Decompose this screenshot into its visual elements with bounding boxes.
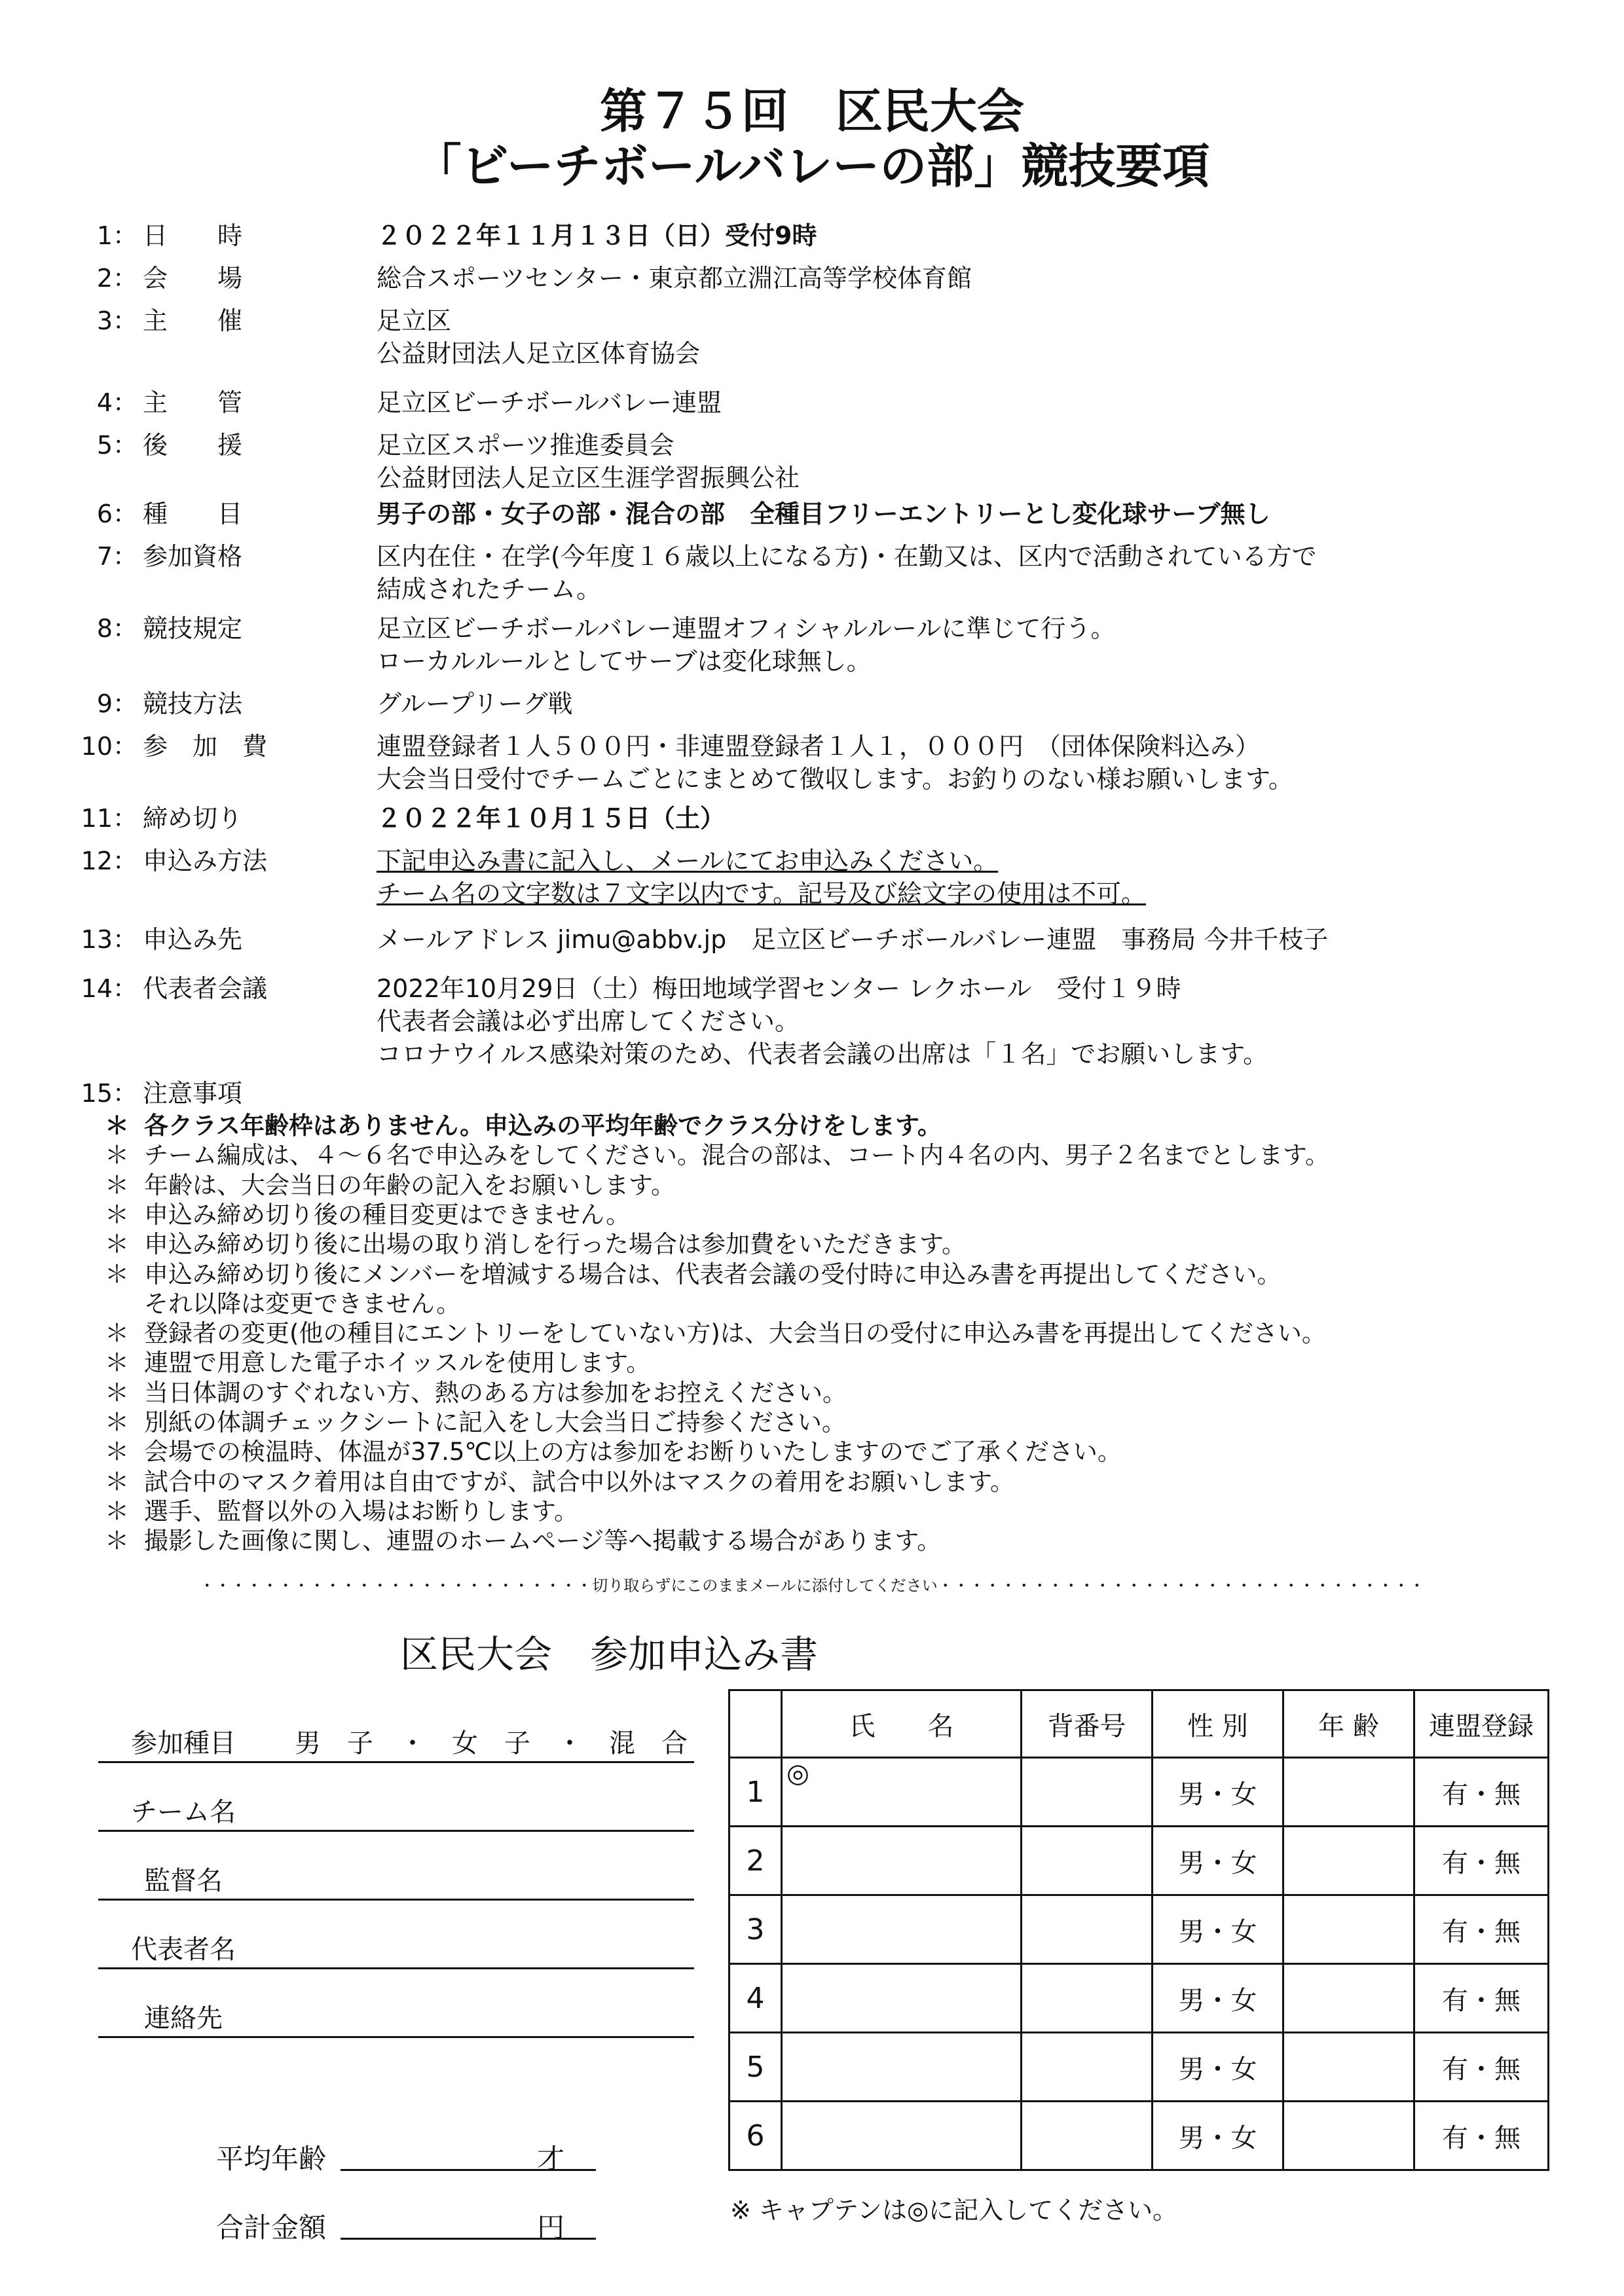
header-no [729,1690,782,1758]
contact-field[interactable] [98,1997,694,2038]
item-number: 14： [81,974,138,1003]
note-item [105,1111,942,1140]
total-field[interactable] [216,2206,565,2246]
note-item [105,1319,1326,1348]
name-cell[interactable]: ◎ [782,1758,1022,1827]
item-value: 区内在住・在学(今年度１６歳以上になる方)・在勤又は、区内で活動されている方で [377,542,1317,571]
note-item [105,1408,846,1437]
note-marker: ＊ [105,1438,129,1467]
note-marker: ＊ [105,1200,129,1229]
registration-select[interactable]: 有・無 [1414,1895,1549,1964]
note-marker: ＊ [105,1408,129,1436]
avg-age-label: 平均年齢 [216,2143,327,2175]
item-number: 8： [96,614,138,643]
item-number: 7： [96,542,138,571]
note-text: 申込み締め切り後の種目変更はできません。 [144,1200,631,1229]
item-label: 会 場 [143,264,243,293]
row-number: 1 [729,1758,782,1827]
note-text: 別紙の体調チェックシートに記入をし大会当日ご持参ください。 [144,1408,846,1436]
item-value: 足立区ビーチボールバレー連盟 [377,388,722,417]
event-field[interactable] [98,1722,694,1763]
table-row [729,1895,1549,1964]
item-value: 足立区 [377,306,452,335]
item-number: 6： [96,500,138,528]
coach-label: 監督名 [144,1866,223,1896]
item-label: 参 加 費 [143,732,268,761]
item-value: 公益財団法人足立区体育協会 [377,339,701,368]
gender-select[interactable]: 男・女 [1153,2033,1283,2102]
member-table-header [729,1690,1549,1758]
note-item [105,1140,1329,1170]
item-label: 主 催 [143,306,243,335]
gender-select[interactable]: 男・女 [1153,2102,1283,2170]
registration-select[interactable]: 有・無 [1414,2033,1549,2102]
note-item [105,1348,650,1377]
item-label: 締め切り [143,804,243,833]
row-number: 4 [729,1964,782,2033]
item-value: コロナウイルス感染対策のため、代表者会議の出席は「１名」でお願いします。 [377,1040,1268,1068]
item-value: 下記申込み書に記入し、メールにてお申込みください。 [377,847,999,875]
note-text: 各クラス年齢枠はありません。申込みの平均年齢でクラス分けをします。 [144,1112,942,1140]
item-value: 男子の部・女子の部・混合の部 全種目フリーエントリーとし変化球サーブ無し [377,500,1270,528]
item-value: 結成されたチーム。 [377,575,602,604]
gender-select[interactable]: 男・女 [1153,1895,1283,1964]
item-label: 競技方法 [143,689,243,718]
item-number: 15： [81,1079,138,1108]
registration-select[interactable]: 有・無 [1414,1964,1549,2033]
item-value: 代表者会議は必ず出席してください。 [377,1007,800,1036]
age-cell[interactable] [1283,2102,1414,2170]
note-marker: ＊ [105,1260,129,1288]
item-value: ローカルルールとしてサーブは変化球無し。 [377,647,872,676]
header-gender: 性 別 [1153,1690,1283,1758]
page-subtitle: 「ビーチボールバレーの部」競技要項 [414,139,1210,194]
gender-select[interactable]: 男・女 [1153,1758,1283,1827]
note-item [105,1467,1014,1497]
gender-select[interactable]: 男・女 [1153,1827,1283,1895]
name-cell[interactable] [782,1827,1022,1895]
note-marker: ＊ [105,1112,129,1140]
header-age: 年 齢 [1283,1690,1414,1758]
rep-label: 代表者名 [131,1935,236,1965]
item-label: 後 援 [143,431,243,460]
header-name: 氏 名 [782,1690,1022,1758]
note-text: 連盟で用意した電子ホイッスルを使用します。 [144,1349,651,1377]
item-value: 公益財団法人足立区生涯学習振興公社 [377,464,800,492]
age-cell[interactable] [1283,1758,1414,1827]
table-row [729,1758,1549,1827]
item-number: 5： [96,431,138,460]
table-row [729,2033,1549,2102]
note-marker: ＊ [105,1319,129,1348]
row-number: 6 [729,2102,782,2170]
note-marker: ＊ [105,1467,129,1496]
item-label: 日 時 [143,221,243,250]
item-value: ２０２２年１１月１３日（日）受付9時 [377,221,817,250]
item-value: 足立区ビーチボールバレー連盟オフィシャルルールに準じて行う。 [377,614,1116,643]
item-label: 主 管 [143,388,243,417]
age-cell[interactable] [1283,2033,1414,2102]
note-text: 申込み締め切り後にメンバーを増減する場合は、代表者会議の受付時に申込み書を再提出してください。 [144,1260,1282,1288]
item-number: 9： [96,689,138,718]
note-text: 試合中のマスク着用は自由ですが、試合中以外はマスクの着用をお願いします。 [144,1467,1015,1496]
name-cell[interactable] [782,1895,1022,1964]
item-value: 総合スポーツセンター・東京都立淵江高等学校体育館 [377,264,972,293]
row-number: 3 [729,1895,782,1964]
note-text: 登録者の変更(他の種目にエントリーをしていない方)は、大会当日の受付に申込み書を再提出してください。 [144,1319,1326,1348]
item-label: 参加資格 [143,542,243,571]
note-item [105,1230,966,1259]
gender-select[interactable]: 男・女 [1153,1964,1283,2033]
header-registration: 連盟登録 [1414,1690,1549,1758]
rep-field[interactable] [98,1928,694,1969]
name-cell[interactable] [782,1964,1022,2033]
contact-label: 連絡先 [144,2003,223,2033]
note-item [105,1437,1122,1467]
item-value: 連盟登録者１人５００円・非連盟登録者１人１，０００円 （団体保険料込み） [377,732,1261,761]
member-table [728,1689,1549,2171]
registration-select[interactable]: 有・無 [1414,1827,1549,1895]
item-number: 11： [81,804,138,833]
registration-select[interactable]: 有・無 [1414,1758,1549,1827]
note-marker: ＊ [105,1527,129,1556]
table-row [729,1827,1549,1895]
note-text: それ以降は変更できません。 [144,1289,461,1318]
total-label: 合計金額 [216,2212,327,2244]
note-marker: ＊ [105,1497,129,1525]
registration-select[interactable]: 有・無 [1414,2102,1549,2170]
note-text: 選手、監督以外の入場はお断りします。 [144,1497,579,1525]
form-title: 区民大会 参加申込み書 [399,1632,818,1677]
note-item [105,1200,630,1230]
item-label: 種 目 [143,500,243,528]
item-label: 代表者会議 [143,974,268,1003]
item-value: ２０２２年１０月１５日（土） [377,804,726,833]
item-label: 申込み方法 [143,847,268,875]
note-marker: ＊ [105,1349,129,1377]
item-number: 4： [96,388,138,417]
note-text: 年齢は、大会当日の年齢の記入をお願いします。 [144,1171,676,1199]
name-cell[interactable] [782,2102,1022,2170]
item-label: 申込み先 [143,925,243,954]
item-label: 競技規定 [143,614,243,643]
avg-age-unit: 才 [537,2143,565,2175]
total-unit: 円 [537,2212,565,2244]
item-value: 2022年10月29日（土）梅田地域学習センター レクホール 受付１９時 [377,974,1181,1003]
jersey-number-cell[interactable] [1022,2033,1153,2102]
note-text: 当日体調のすぐれない方、熱のある方は参加をお控えください。 [144,1378,847,1407]
table-row [729,2102,1549,2170]
header-number: 背番号 [1022,1690,1153,1758]
note-item [105,1526,941,1556]
item-value: グループリーグ戦 [377,689,573,718]
item-number: 1： [96,221,138,250]
note-marker: ＊ [105,1230,129,1259]
note-marker: ＊ [105,1171,129,1199]
jersey-number-cell[interactable] [1022,2102,1153,2170]
coach-field[interactable] [98,1859,694,1901]
jersey-number-cell[interactable] [1022,1758,1153,1827]
item-number: 10： [81,732,138,761]
event-label: 参加種目 [131,1728,236,1758]
team-field[interactable] [98,1791,694,1832]
table-row [729,1964,1549,2033]
age-cell[interactable] [1283,1827,1414,1895]
age-cell[interactable] [1283,1895,1414,1964]
note-item [105,1497,578,1526]
item-number: 12： [81,847,138,875]
captain-footnote: ※ キャプテンは◎に記入してください。 [730,2196,1178,2225]
note-item [105,1378,847,1408]
item-value: メールアドレス jimu@abbv.jp 足立区ビーチボールバレー連盟 事務局 今井千枝子 [377,925,1329,954]
jersey-number-cell[interactable] [1022,1827,1153,1895]
note-text: 会場での検温時、体温が37.5℃以上の方は参加をお断りいたしますのでご了承ください。 [144,1438,1122,1467]
note-text: チーム編成は、４～６名で申込みをしてください。混合の部は、コート内４名の内、男子２名までとします。 [144,1141,1330,1170]
item-label: 注意事項 [143,1079,243,1108]
avg-age-field[interactable] [216,2138,565,2177]
cut-line: ・・・・・・・・・・・・・・・・・・・・・・・・・切り取らずにこのままメールに添付してください・・・・・・・・・・・・・・・・・・・・・・・・・・・・・・・ [199,1576,1425,1595]
note-text: 撮影した画像に関し、連盟のホームページ等へ掲載する場合があります。 [144,1527,942,1556]
age-cell[interactable] [1283,1964,1414,2033]
event-options: 男 子 ・ 女 子 ・ 混 合 [295,1728,688,1758]
note-marker: ＊ [105,1378,129,1407]
item-number: 13： [81,925,138,954]
row-number: 2 [729,1827,782,1895]
page-title: 第７５回 区民大会 [599,84,1024,139]
item-value: 大会当日受付でチームごとにまとめて徴収します。お釣りのない様お願いします。 [377,765,1293,793]
jersey-number-cell[interactable] [1022,1895,1153,1964]
row-number: 5 [729,2033,782,2102]
item-value: 足立区スポーツ推進委員会 [377,431,674,460]
team-label: チーム名 [131,1797,236,1827]
jersey-number-cell[interactable] [1022,1964,1153,2033]
note-item [105,1260,1281,1289]
item-number: 3： [96,306,138,335]
note-marker: ＊ [105,1141,129,1170]
note-text: 申込み締め切り後に出場の取り消しを行った場合は参加費をいただきます。 [144,1230,967,1259]
item-value: チーム名の文字数は７文字以内です。記号及び絵文字の使用は不可。 [377,879,1146,908]
note-item [105,1289,460,1319]
note-item [105,1171,675,1200]
item-number: 2： [96,264,138,293]
name-cell[interactable] [782,2033,1022,2102]
